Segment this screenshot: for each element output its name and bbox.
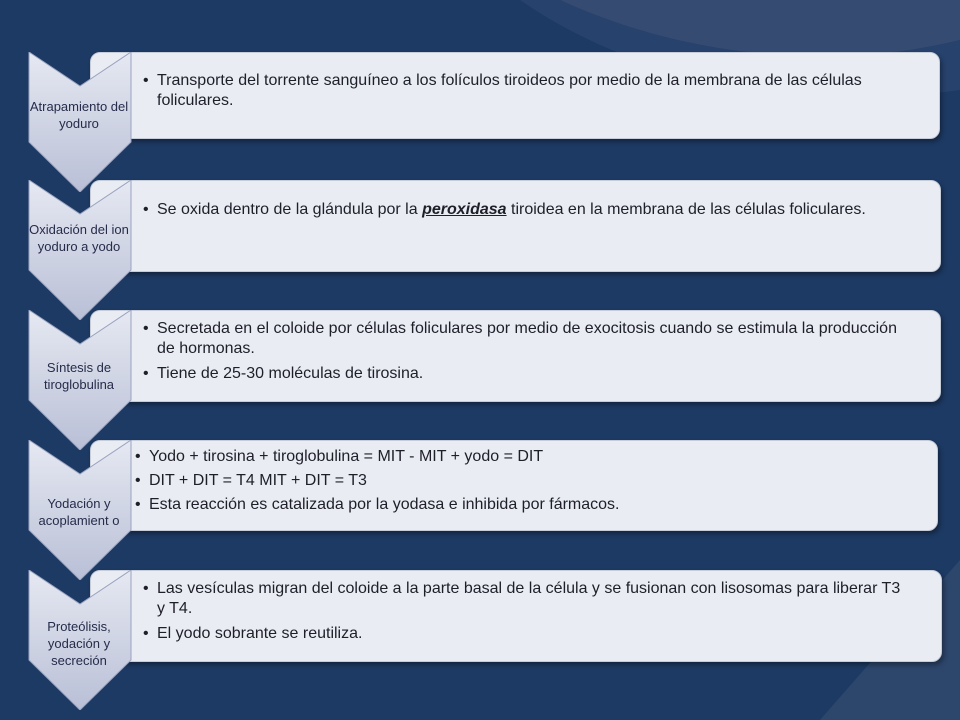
step-1-bullets [143,71,905,111]
step-3-label: Síntesis de tiroglobulina [43,360,115,392]
step-1-chevron [25,52,135,192]
step-2-box [90,180,941,272]
step-4-label: Yodación y acoplamient o [38,496,120,528]
step-3-chevron [25,310,135,450]
peroxidasa-term: peroxidasa [422,201,507,218]
step-5-label: Proteólisis, yodación y secreción [47,619,111,668]
step-2-bullet-text-before: Se oxida dentro de la glándula por la [157,201,423,218]
step-3-bullet-2: • Tiene de 25-30 moléculas de tirosina. [143,364,906,384]
step-5-bullet-1: • Las vesículas migran del coloide a la parte basal de la célula y se fusionan con lisosomas para liberar T3 y T4. [143,579,907,619]
step-1-bullet-1: • Transporte del torrente sanguíneo a los folículos tiroideos por medio de la membrana de las células foliculares. [143,71,905,111]
step-1-box [90,52,940,139]
step-3-box [90,310,941,402]
step-4-bullet-1: • Yodo + tirosina + tiroglobulina = MIT - MIT + yodo = DIT [135,445,903,469]
step-2-chevron [25,180,135,320]
step-5-box [90,570,942,662]
step-4-chevron [25,440,135,580]
step-5-bullets [143,579,907,644]
step-2-bullets [143,197,906,222]
step-5-chevron [25,570,135,710]
step-4-bullets [135,445,903,517]
step-4-bullet-2: • DIT + DIT = T4 MIT + DIT = T3 [135,469,903,493]
step-4-bullet-3: • Esta reacción es catalizada por la yodasa e inhibida por fármacos. [135,493,903,517]
step-2-bullet-1 [143,197,906,222]
step-4-box [90,440,938,531]
step-5-bullet-2: • El yodo sobrante se reutiliza. [143,624,907,644]
step-1-label: Atrapamiento del yoduro [29,99,129,131]
step-2-label: Oxidación del ion yoduro a yodo [29,222,129,254]
step-3-bullet-1: • Secretada en el coloide por células foliculares por medio de exocitosis cuando se estimula la producción de hormonas. [143,319,906,359]
step-2-bullet-text-after: tiroidea en la membrana de las células foliculares. [506,201,866,218]
step-3-bullets [143,319,906,384]
